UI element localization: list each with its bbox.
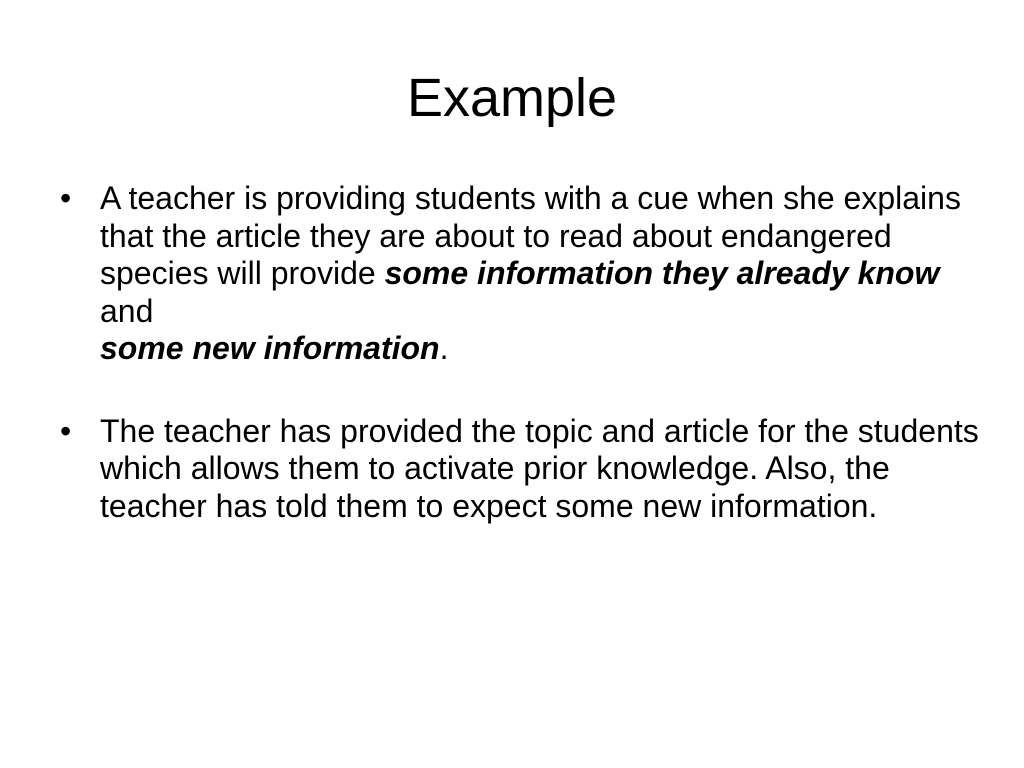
bullet-2-text: The teacher has provided the topic and article for the students which allows them to activate prior knowledge. Also, the teacher has told them to expect some new information.	[100, 412, 979, 524]
bullet-item-2	[56, 413, 986, 526]
bullet-1-emphasis-known: some information they already know	[384, 255, 940, 291]
bullet-marker-icon: •	[60, 180, 72, 216]
bullet-1-text: A teacher is providing students with a cue when she explains that the article they are about to read about endangered species will provide	[100, 180, 961, 291]
bullet-marker-icon: •	[60, 412, 72, 449]
bullet-1-period: .	[439, 330, 449, 366]
bullet-list	[56, 180, 986, 525]
bullet-1-connector: and	[100, 292, 154, 329]
bullet-item-1	[56, 180, 986, 368]
bullet-1-emphasis-new: some new information	[100, 330, 440, 366]
slide-title: Example	[406, 68, 618, 128]
